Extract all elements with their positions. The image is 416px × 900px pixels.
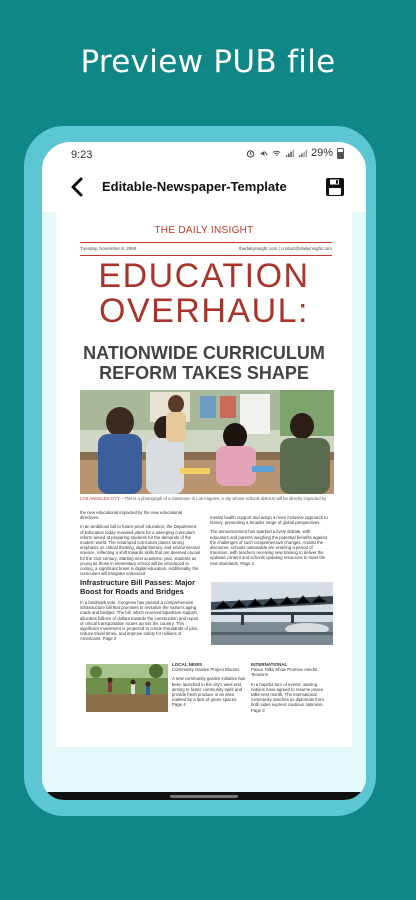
status-icons: [246, 147, 344, 159]
international-body: In a hopeful turn of events, warring nations have agreed to resume peace talks next month. The international community watches as diplomats from both sides express cautious optimism. Page 3: [251, 681, 324, 713]
document-viewer[interactable]: [42, 212, 366, 800]
garden-photo: [86, 664, 168, 712]
caption-location: LOS ANGELES CITY –: [80, 496, 124, 501]
newspaper-page: [56, 212, 352, 747]
local-news-headline: Community Garden Project Blooms: [172, 667, 240, 673]
right-paragraph-2: The announcement has sparked a lively debate, with educators and parents weighing the potential benefits against the challenges of such comprehensive changes. Amidst the discourse, schools nationwide are entering a period of transition, with teachers receiving new training to deliver the updated content and schools updating resources to meet the new standards. Page 2: [210, 529, 327, 566]
contact-info: thedailyinsight.com | contact@dailyinsight.com: [238, 246, 332, 251]
home-indicator[interactable]: [170, 795, 238, 798]
meta-bar: [80, 242, 332, 256]
bridge-photo: [211, 582, 333, 645]
mute-icon: [259, 149, 268, 158]
international-box: [251, 662, 331, 713]
masthead: THE DAILY INSIGHT: [154, 225, 254, 236]
headline-line-1: EDUCATION: [98, 257, 310, 295]
signal-icon-2: [298, 149, 307, 158]
international-headline: Peace Talks Show Promise Amidst Tensions: [251, 667, 318, 678]
issue-date: Tuesday, November 8, 2060: [80, 246, 137, 251]
infrastructure-headline: Infrastructure Bill Passes: Major Boost for Roads and Bridges: [80, 578, 196, 596]
phone-screen: [42, 142, 366, 800]
lead-paragraph: In an ambitious bid to future-proof education, the Department of Education today revealed plans for a sweeping curriculum reform aimed at preparing students for the demands of the modern world. The revamped curriculum places strong emphasis on critical thinking, digital literacy, and environmental science, reflecting a shift towards skills that are deemed crucial for the 21st century. Starting next academic year, students as young as those in elementary school will be introduced to coding, a significant boost in digital education. Additionally, the curriculum will integrate enhanced: [80, 524, 200, 577]
subheadline: [76, 343, 332, 383]
alarm-icon: [246, 149, 255, 158]
caption-text: This is a photograph of a classroom in Los Angeles, a city whose schools districts will be directly impacted by: [124, 496, 327, 501]
headline: [66, 259, 342, 329]
wifi-icon: [272, 149, 281, 158]
subhead-line-1: NATIONWIDE CURRICULUM: [83, 343, 325, 363]
caption-tail: the new educational impacted by the new educational directives.: [80, 510, 183, 521]
photo-caption: [80, 496, 334, 501]
local-news-body: A new community garden initiative has been launched in the city's west end, aiming to foster community spirit and provide fresh produce in an area marked by a lack of green spaces. Page 4: [172, 676, 246, 708]
lead-column: [80, 510, 200, 580]
subhead-line-2: REFORM TAKES SHAPE: [99, 363, 309, 383]
battery-percent: 29%: [310, 147, 333, 159]
document-title: Editable-Newspaper-Template: [102, 179, 287, 194]
back-arrow-icon[interactable]: [68, 176, 88, 198]
app-bar: [42, 170, 366, 206]
save-icon[interactable]: [324, 176, 346, 198]
infrastructure-body: In a landmark vote, Congress has passed a comprehensive infrastructure bill that promises to revitalize the nation's aging roads and bridges. The bill, which received bipartisan support, allocates billions of dollars towards the construction and repair of critical transportation routes across the country. This significant investment is projected to create thousands of jobs, reduce travel times, and improve safety for millions of Americans. Page 2: [80, 600, 199, 642]
headline-line-2: OVERHAUL:: [99, 292, 309, 330]
status-time: 9:23: [71, 149, 93, 161]
status-bar: [42, 142, 366, 168]
promo-title: Preview PUB file: [80, 44, 336, 80]
local-news-box: [172, 662, 248, 708]
classroom-photo: [80, 390, 334, 494]
right-paragraph-1: mental health support and adopt a more inclusive approach to history, presenting a broader range of global perspectives.: [210, 515, 328, 526]
battery-icon: [337, 148, 344, 159]
signal-icon: [285, 149, 294, 158]
right-column: [210, 515, 330, 570]
gesture-bar: [42, 792, 366, 800]
international-label: INTERNATIONAL: [251, 662, 288, 667]
local-news-label: LOCAL NEWS: [172, 662, 203, 667]
